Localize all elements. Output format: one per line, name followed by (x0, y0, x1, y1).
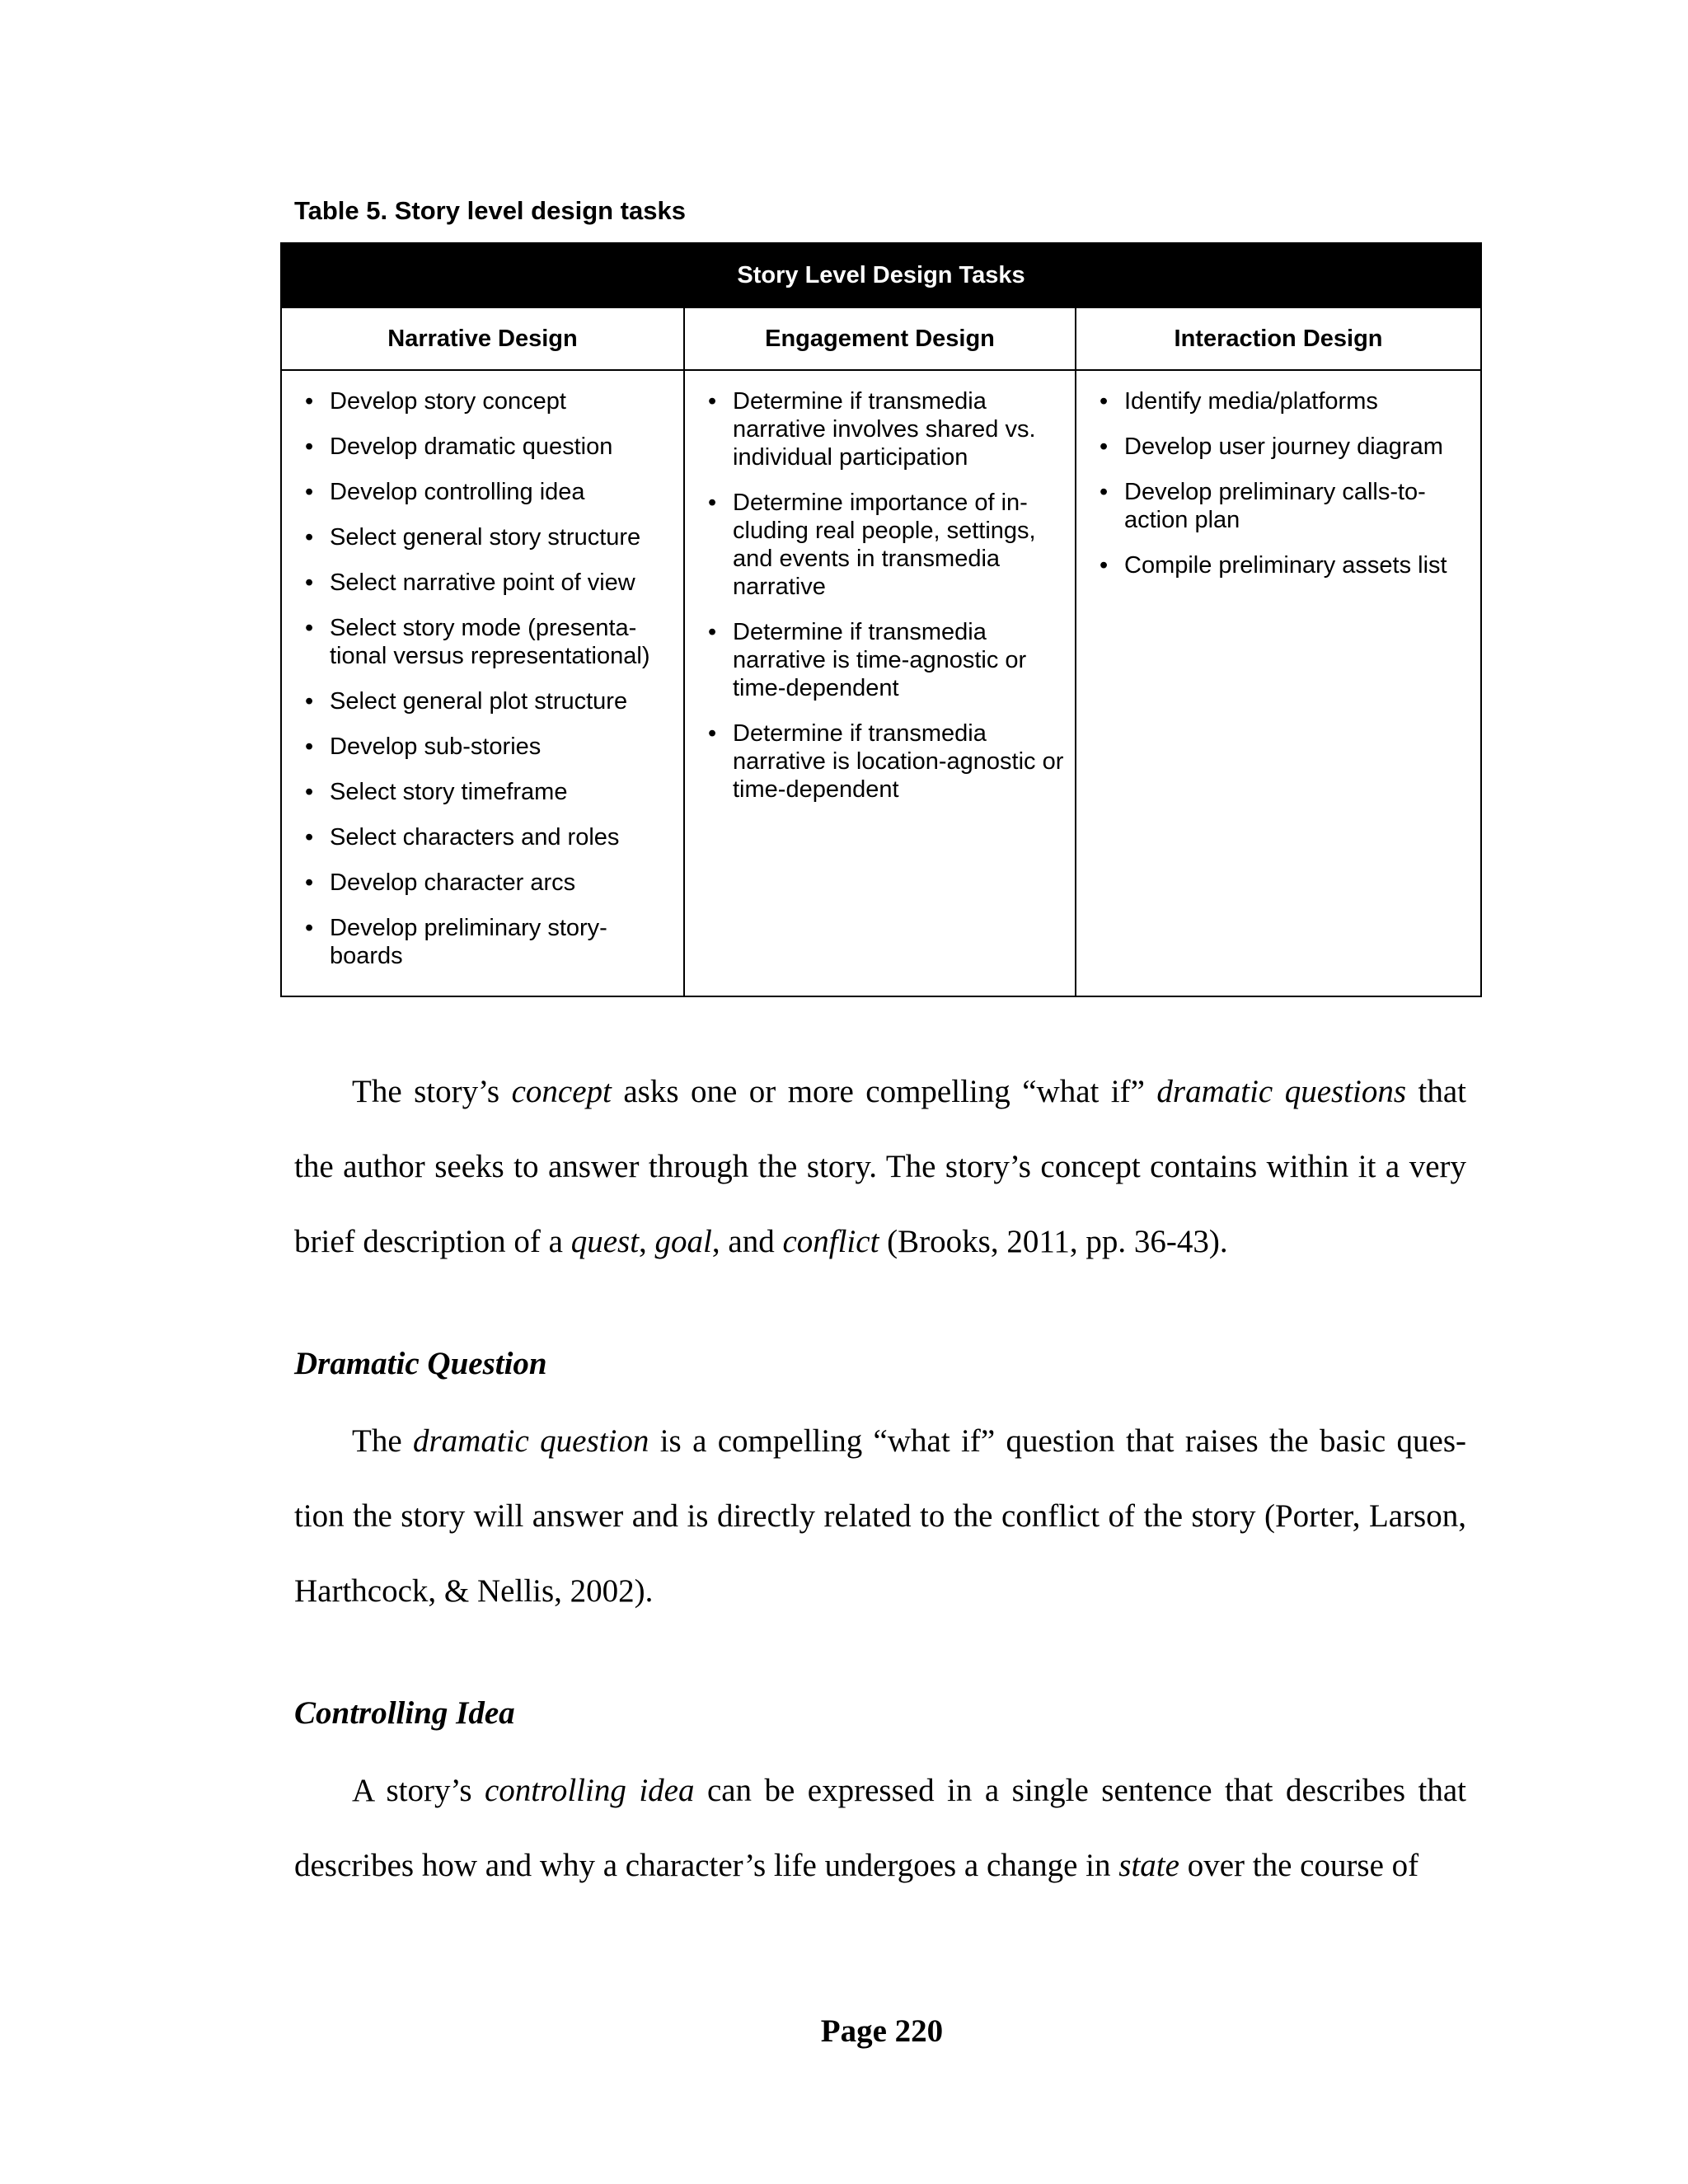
controlling-idea-paragraph (294, 1753, 1466, 1903)
list-item: • Develop character arcs (305, 869, 675, 897)
list-item: • Develop controlling idea (305, 478, 675, 506)
italic-term: concept (511, 1074, 612, 1109)
list-item: • Develop sub-stories (305, 733, 675, 761)
text-run: (Brooks, 2011, pp. 36-43). (879, 1224, 1228, 1259)
list-item: • Determine if transmedia narrative involves shared vs. individual participation (708, 387, 1067, 471)
text-run: A story’s (352, 1773, 485, 1808)
column-header-interaction-design: Interaction Design (1076, 307, 1481, 370)
italic-term: state (1118, 1848, 1179, 1883)
column-header-engagement-design: Engagement Design (684, 307, 1076, 370)
narrative-design-cell (281, 370, 684, 996)
narrative-design-list (282, 371, 683, 970)
list-item: • Develop preliminary calls-to-action plan (1100, 478, 1472, 534)
list-item: • Develop user journey diagram (1100, 433, 1472, 461)
section-heading-dramatic-question: Dramatic Question (294, 1346, 547, 1381)
table-banner-row (281, 243, 1481, 307)
list-item: • Determine importance of in-cluding real people, settings, and events in transmedia narrative (708, 489, 1067, 601)
table-banner: Story Level Design Tasks (281, 243, 1481, 307)
italic-term: dramatic question (413, 1423, 649, 1459)
list-item: • Select characters and roles (305, 823, 675, 851)
list-item: • Select story timeframe (305, 778, 675, 806)
italic-term: conflict (782, 1224, 879, 1259)
list-item: • Determine if transmedia narrative is time-agnostic or time-dependent (708, 618, 1067, 702)
list-item: • Develop preliminary story-boards (305, 914, 675, 970)
text-run: over the course of (1179, 1848, 1419, 1883)
table-caption: Table 5. Story level design tasks (294, 196, 686, 225)
engagement-design-list (685, 371, 1075, 804)
italic-term: goal (654, 1224, 712, 1259)
concept-paragraph (294, 1054, 1466, 1279)
list-item: • Select general story structure (305, 523, 675, 551)
interaction-design-cell (1076, 370, 1481, 996)
list-item: • Develop dramatic question (305, 433, 675, 461)
text-run: that the author seeks to answer through the story. The story’s concept contains within it a very brief description of a (294, 1074, 1467, 1259)
text-run: is a compelling “what if” question that raises the basic ques-tion the story will answer and is directly related to the conflict of the story (Porter, Larson, Harthcock, & Nellis, 2002). (294, 1423, 1466, 1609)
italic-term: dramatic questions (1156, 1074, 1407, 1109)
text-run: asks one or more compelling “what if” (611, 1074, 1157, 1109)
page-number: Page 220 (820, 2013, 944, 2049)
list-item: • Select story mode (presenta-tional versus representational) (305, 614, 675, 670)
italic-term: controlling idea (484, 1773, 695, 1808)
story-level-design-tasks-table (280, 242, 1482, 997)
engagement-design-cell (684, 370, 1076, 996)
table-header-row (281, 307, 1481, 370)
text-run: The (352, 1423, 413, 1459)
table-body-row (281, 370, 1481, 996)
text-run: , and (711, 1224, 783, 1259)
list-item: • Compile preliminary assets list (1100, 551, 1472, 579)
list-item: • Identify media/platforms (1100, 387, 1472, 415)
text-run: can be expressed in a single sentence that describes that describes how and why a character’s life undergoes a change in (294, 1773, 1466, 1883)
column-header-narrative-design: Narrative Design (281, 307, 684, 370)
italic-term: quest (570, 1224, 640, 1259)
list-item: • Develop story concept (305, 387, 675, 415)
list-item: • Determine if transmedia narrative is location-agnostic or time-dependent (708, 719, 1067, 804)
text-run: , (639, 1224, 655, 1259)
dramatic-question-paragraph (294, 1404, 1466, 1629)
section-heading-controlling-idea: Controlling Idea (294, 1695, 515, 1731)
interaction-design-list (1076, 371, 1480, 579)
list-item: • Select narrative point of view (305, 569, 675, 597)
text-run: The story’s (352, 1074, 512, 1109)
list-item: • Select general plot structure (305, 687, 675, 715)
